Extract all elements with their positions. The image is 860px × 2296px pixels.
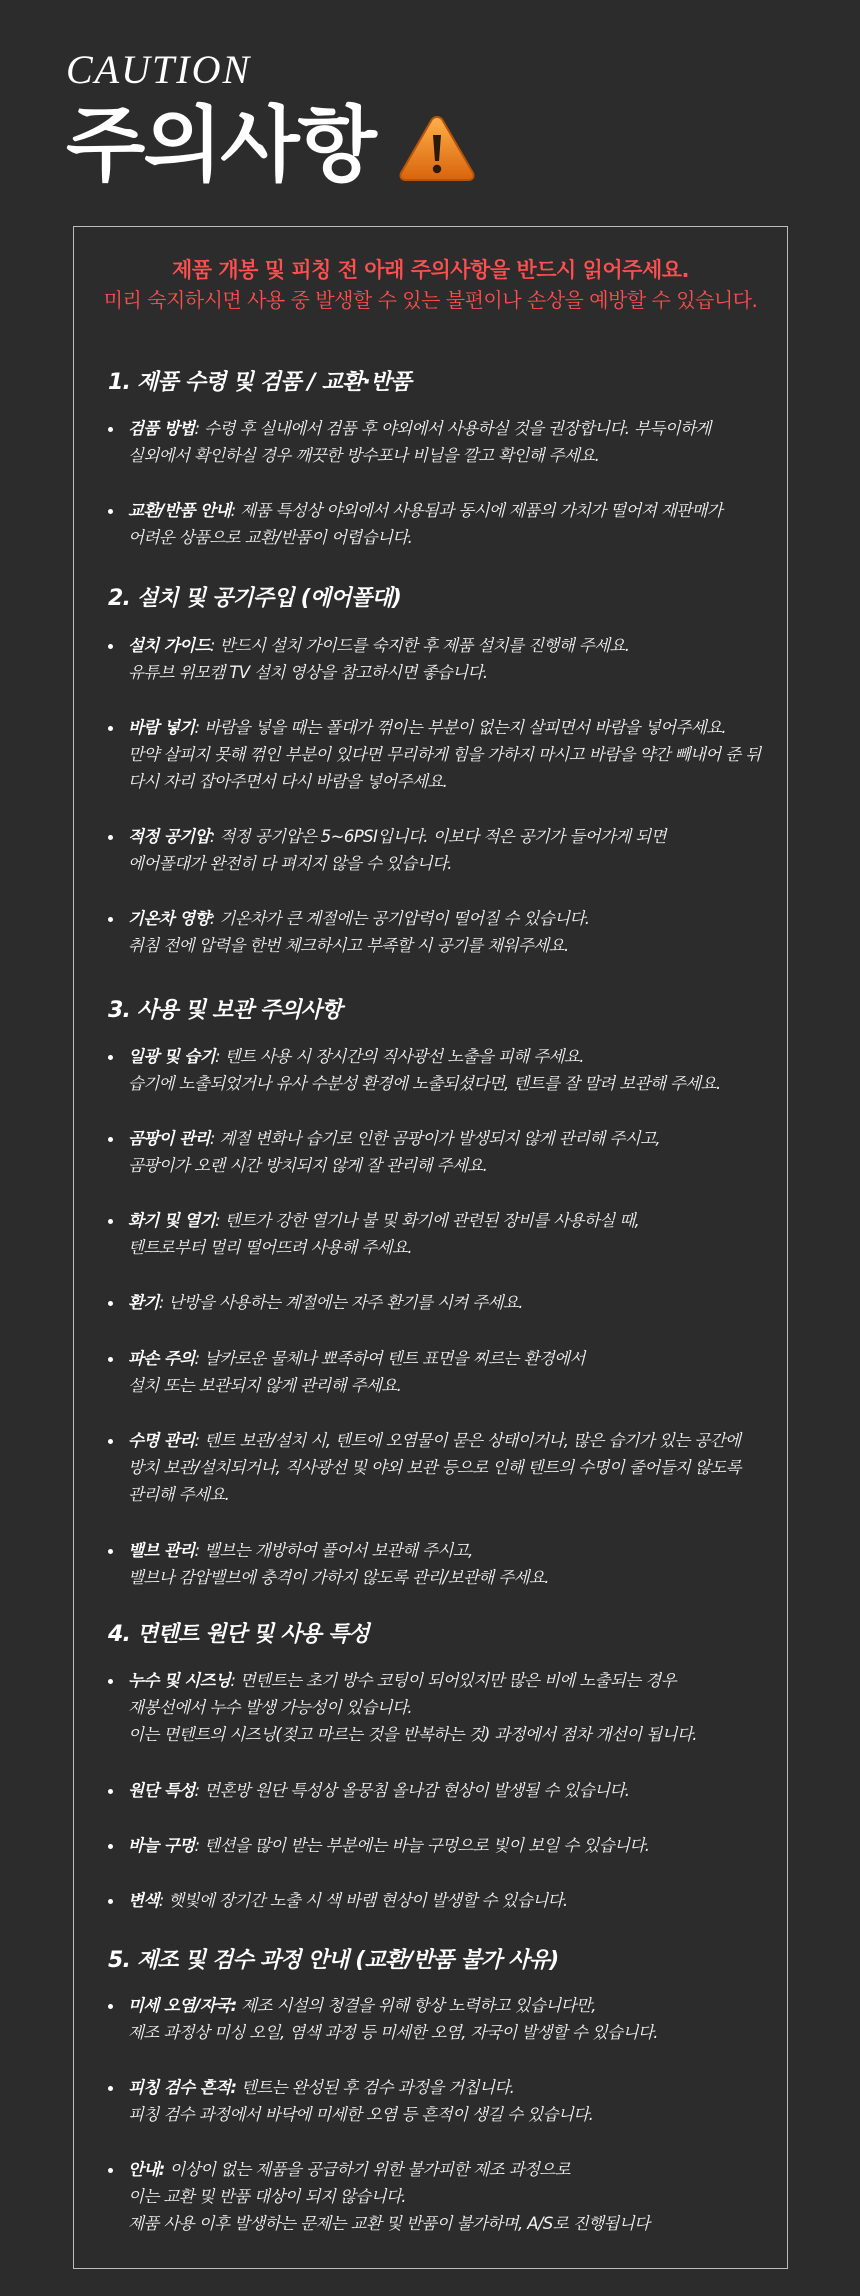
list-item [108, 1537, 768, 1591]
item-line: 재봉선에서 누수 발생 가능성이 있습니다. [128, 1698, 412, 1717]
item-line: 실외에서 확인하실 경우 깨끗한 방수포나 비닐을 깔고 확인해 주세요. [128, 446, 600, 465]
item-line: 파손 주의: 날카로운 물체나 뾰족하여 텐트 표면을 찌르는 환경에서 [128, 1349, 585, 1368]
page-header [66, 47, 479, 196]
section-title-5: 5. 제조 및 검수 과정 안내 (교환/반품 불가 사유) [108, 1948, 559, 1973]
item-label: 안내: [128, 2160, 165, 2179]
item-text [128, 2156, 768, 2237]
item-line: 유튜브 위모캠 TV 설치 영상을 참고하시면 좋습니다. [128, 663, 488, 682]
item-text [128, 1125, 768, 1179]
item-label: 바늘 구멍 [128, 1836, 195, 1855]
bullet-icon [108, 2004, 113, 2009]
bullet-icon [108, 1679, 113, 1684]
item-line: 수명 관리: 텐트 보관/설치 시, 텐트에 오염물이 묻은 상태이거나, 많은 습기가 있는 공간에 [128, 1431, 741, 1450]
item-line: 설치 또는 보관되지 않게 관리해 주세요. [128, 1376, 402, 1395]
item-label: 검품 방법 [128, 419, 195, 438]
item-label: 교환/반품 안내 [128, 501, 231, 520]
item-text [128, 632, 768, 686]
bullet-icon [108, 917, 113, 922]
item-line: 미세 오염/자국: 제조 시설의 청결을 위해 항상 노력하고 있습니다만, [128, 1996, 596, 2015]
list-item [108, 905, 768, 959]
item-line: 환기: 난방을 사용하는 계절에는 자주 환기를 시켜 주세요. [128, 1293, 523, 1312]
list-item [108, 632, 768, 686]
item-line: 방치 보관/설치되거나, 직사광선 및 야외 보관 등으로 인해 텐트의 수명이 줄어들지 않도록 [128, 1458, 741, 1477]
bullet-icon [108, 2086, 113, 2091]
caution-eyebrow: CAUTION [66, 47, 252, 92]
item-label: 설치 가이드 [128, 636, 210, 655]
bullet-icon [108, 1789, 113, 1794]
list-item [108, 1992, 768, 2046]
intro-notice [74, 255, 787, 315]
item-line: 안내: 이상이 없는 제품을 공급하기 위한 불가피한 제조 과정으로 [128, 2160, 570, 2179]
item-line: 바람 넣기: 바람을 넣을 때는 폴대가 꺾이는 부분이 없는지 살피면서 바람을 넣어주세요. [128, 718, 727, 737]
item-line: 제조 과정상 미싱 오일, 염색 과정 등 미세한 오염, 자국이 발생할 수 있습니다. [128, 2023, 658, 2042]
page-title: 주의사항 [66, 98, 375, 193]
item-line: 이는 교환 및 반품 대상이 되지 않습니다. [128, 2187, 406, 2206]
item-line: 만약 살피지 못해 꺾인 부분이 있다면 무리하게 힘을 가하지 마시고 바람을 약간 빼내어 준 뒤 [128, 745, 761, 764]
item-label: 변색 [128, 1891, 159, 1910]
item-label: 화기 및 열기 [128, 1211, 215, 1230]
item-line: 누수 및 시즈닝: 면텐트는 초기 방수 코팅이 되어있지만 많은 비에 노출되는 경우 [128, 1671, 676, 1690]
warning-triangle-icon [395, 111, 479, 189]
item-line: 화기 및 열기: 텐트가 강한 열기나 불 및 화기에 관련된 장비를 사용하실 때, [128, 1211, 640, 1230]
item-line: 제품 사용 이후 발생하는 문제는 교환 및 반품이 불가하며, A/S로 진행됩니다 [128, 2214, 650, 2233]
item-line: 이는 면텐트의 시즈닝(젖고 마르는 것을 반복하는 것) 과정에서 점차 개선이 됩니다. [128, 1725, 697, 1744]
section-title-4: 4. 면텐트 원단 및 사용 특성 [108, 1622, 369, 1647]
section-title-3: 3. 사용 및 보관 주의사항 [108, 998, 342, 1023]
item-line: 바늘 구멍: 텐션을 많이 받는 부분에는 바늘 구멍으로 빛이 보일 수 있습니다. [128, 1836, 650, 1855]
item-text [128, 1667, 768, 1748]
bullet-icon [108, 1219, 113, 1224]
item-line: 검품 방법: 수령 후 실내에서 검품 후 야외에서 사용하실 것을 권장합니다. 부득이하게 [128, 419, 711, 438]
item-text [128, 905, 768, 959]
item-label: 환기 [128, 1293, 159, 1312]
item-line: 변색: 햇빛에 장기간 노출 시 색 바램 현상이 발생할 수 있습니다. [128, 1891, 568, 1910]
bullet-icon [108, 644, 113, 649]
item-label: 피칭 검수 흔적: [128, 2078, 237, 2097]
list-item [108, 1207, 768, 1261]
item-line: 기온차 영향: 기온차가 큰 계절에는 공기압력이 떨어질 수 있습니다. [128, 909, 590, 928]
item-label: 기온차 영향 [128, 909, 210, 928]
item-label: 곰팡이 관리 [128, 1129, 210, 1148]
section-title-1: 1. 제품 수령 및 검품 / 교환·반품 [108, 370, 411, 395]
list-item [108, 1777, 768, 1804]
item-line: 관리해 주세요. [128, 1485, 230, 1504]
item-line: 어려운 상품으로 교환/반품이 어렵습니다. [128, 528, 413, 547]
item-text [128, 1777, 768, 1804]
item-label: 파손 주의 [128, 1349, 195, 1368]
item-text [128, 415, 768, 469]
item-text [128, 497, 768, 551]
list-item [108, 1667, 768, 1748]
bullet-icon [108, 1899, 113, 1904]
bullet-icon [108, 1137, 113, 1142]
item-label: 일광 및 습기 [128, 1047, 215, 1066]
item-line: 교환/반품 안내: 제품 특성상 야외에서 사용됨과 동시에 제품의 가치가 떨어져 재판매가 [128, 501, 723, 520]
bullet-icon [108, 1549, 113, 1554]
bullet-icon [108, 726, 113, 731]
item-label: 미세 오염/자국: [128, 1996, 237, 2015]
item-line: 일광 및 습기: 텐트 사용 시 장시간의 직사광선 노출을 피해 주세요. [128, 1047, 584, 1066]
list-item [108, 823, 768, 877]
item-text [128, 1427, 768, 1508]
item-text [128, 1345, 768, 1399]
item-label: 밸브 관리 [128, 1541, 195, 1560]
bullet-icon [108, 1357, 113, 1362]
item-line: 곰팡이 관리: 계절 변화나 습기로 인한 곰팡이가 발생되지 않게 관리해 주시고, [128, 1129, 661, 1148]
bullet-icon [108, 1055, 113, 1060]
item-line: 피칭 검수 흔적: 텐트는 완성된 후 검수 과정을 거칩니다. [128, 2078, 515, 2097]
item-text [128, 823, 768, 877]
item-text [128, 1289, 768, 1316]
intro-line-1: 제품 개봉 및 피칭 전 아래 주의사항을 반드시 읽어주세요. [171, 258, 690, 282]
intro-line-2: 미리 숙지하시면 사용 중 발생할 수 있는 불편이나 손상을 예방할 수 있습니다. [103, 288, 758, 312]
item-label: 누수 및 시즈닝 [128, 1671, 231, 1690]
item-line: 에어폴대가 완전히 다 펴지지 않을 수 있습니다. [128, 854, 452, 873]
list-item [108, 714, 768, 795]
list-item [108, 1832, 768, 1859]
list-item [108, 1289, 768, 1316]
list-item [108, 1427, 768, 1508]
bullet-icon [108, 1844, 113, 1849]
list-item [108, 2156, 768, 2237]
item-text [128, 2074, 768, 2128]
item-label: 원단 특성 [128, 1781, 195, 1800]
item-text [128, 1992, 768, 2046]
item-label: 수명 관리 [128, 1431, 195, 1450]
list-item [108, 1887, 768, 1914]
item-text [128, 1537, 768, 1591]
list-item [108, 1043, 768, 1097]
list-item [108, 497, 768, 551]
item-line: 취침 전에 압력을 한번 체크하시고 부족할 시 공기를 채워주세요. [128, 936, 569, 955]
item-line: 다시 자리 잡아주면서 다시 바람을 넣어주세요. [128, 772, 448, 791]
item-label: 바람 넣기 [128, 718, 195, 737]
item-line: 설치 가이드: 반드시 설치 가이드를 숙지한 후 제품 설치를 진행해 주세요. [128, 636, 630, 655]
bullet-icon [108, 509, 113, 514]
item-text [128, 1207, 768, 1261]
item-text [128, 714, 768, 795]
bullet-icon [108, 2168, 113, 2173]
bullet-icon [108, 1439, 113, 1444]
item-line: 습기에 노출되었거나 유사 수분성 환경에 노출되셨다면, 텐트를 잘 말려 보관해 주세요. [128, 1074, 721, 1093]
caution-panel [73, 226, 788, 2269]
item-label: 적정 공기압 [128, 827, 210, 846]
bullet-icon [108, 1301, 113, 1306]
bullet-icon [108, 427, 113, 432]
item-line: 적정 공기압: 적정 공기압은 5~6PSI입니다. 이보다 적은 공기가 들어가게 되면 [128, 827, 666, 846]
list-item [108, 1345, 768, 1399]
item-line: 밸브나 감압밸브에 충격이 가하지 않도록 관리/보관해 주세요. [128, 1568, 549, 1587]
bullet-icon [108, 835, 113, 840]
item-text [128, 1887, 768, 1914]
list-item [108, 2074, 768, 2128]
list-item [108, 415, 768, 469]
item-line: 밸브 관리: 밸브는 개방하여 풀어서 보관해 주시고, [128, 1541, 473, 1560]
list-item [108, 1125, 768, 1179]
item-line: 피칭 검수 과정에서 바닥에 미세한 오염 등 흔적이 생길 수 있습니다. [128, 2105, 594, 2124]
item-line: 원단 특성: 면혼방 원단 특성상 올뭉침 올나감 현상이 발생될 수 있습니다. [128, 1781, 630, 1800]
item-line: 텐트로부터 멀리 떨어뜨려 사용해 주세요. [128, 1238, 412, 1257]
item-text [128, 1832, 768, 1859]
item-line: 곰팡이가 오랜 시간 방치되지 않게 잘 관리해 주세요. [128, 1156, 488, 1175]
title-row [66, 96, 479, 196]
section-title-2: 2. 설치 및 공기주입 (에어폴대) [108, 586, 401, 611]
item-text [128, 1043, 768, 1097]
